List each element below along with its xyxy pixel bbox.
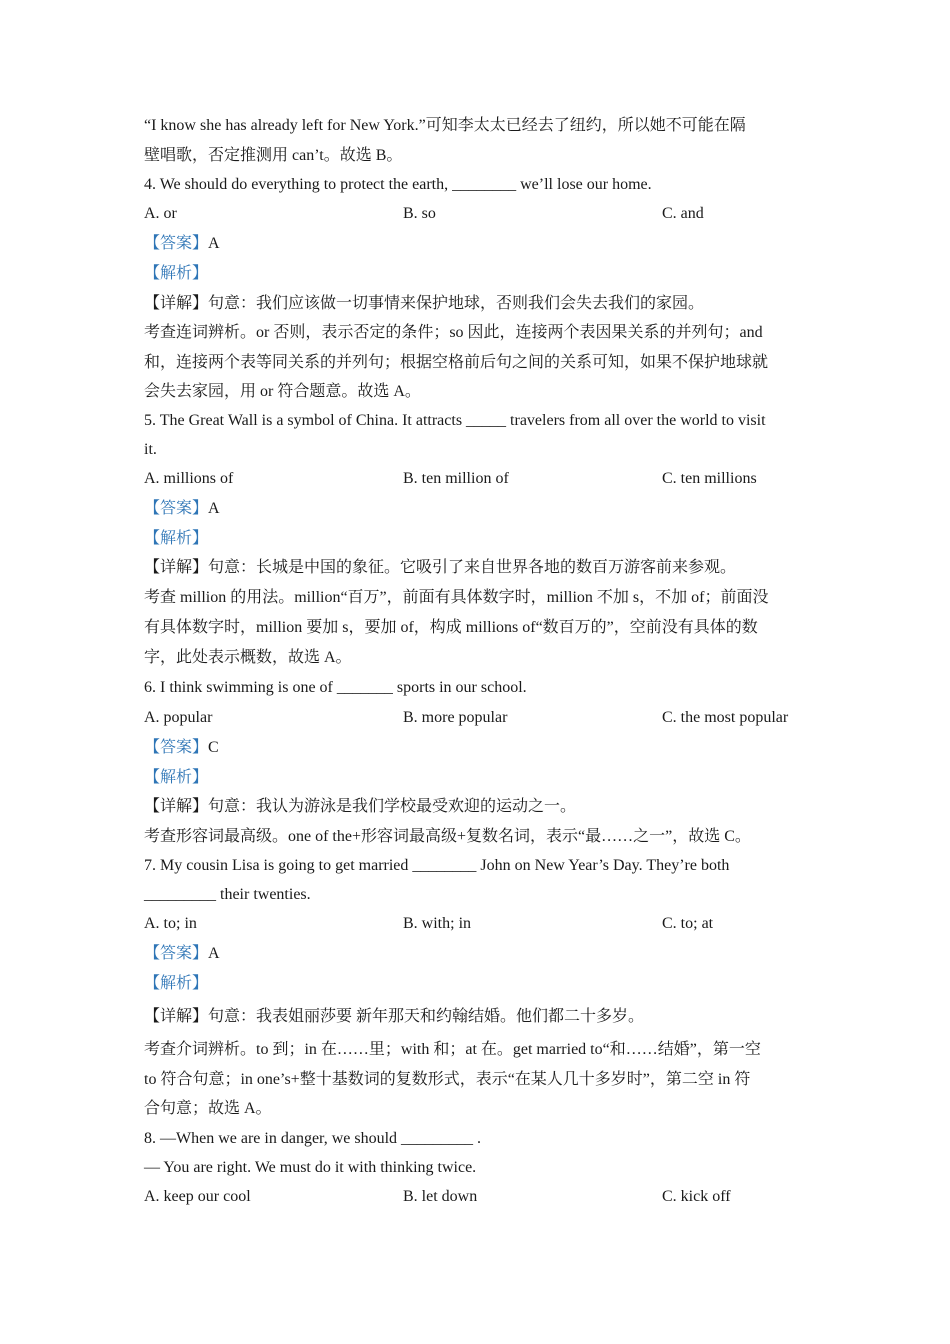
- text-line: 字，此处表示概数，故选 A。: [144, 649, 352, 666]
- q7-answer: [144, 944, 220, 964]
- answer-label: 【答案】: [144, 235, 209, 252]
- q6-answer: [144, 738, 219, 758]
- text-line: 和，连接两个表等同关系的并列句；根据空格前后句之间的关系可知，如果不保护地球就: [144, 354, 769, 371]
- text-line: 会失去家园，用 or 符合题意。故选 A。: [144, 383, 421, 400]
- answer-value: A: [208, 235, 220, 252]
- question-8-cont: — You are right. We must do it with thinking twice.: [144, 1159, 477, 1176]
- analysis-label: 【解析】: [144, 530, 209, 547]
- question-8: 8. —When we are in danger, we should _________ .: [144, 1130, 482, 1147]
- q5-answer: [144, 499, 220, 519]
- text-line: 壁唱歌，否定推测用 can’t。故选 B。: [144, 147, 403, 164]
- text-line: 考查 million 的用法。million“百万”，前面有具体数字时，million 不加 s，不加 of；前面没: [144, 589, 769, 606]
- q7-option-c: C. to; at: [662, 915, 714, 932]
- question-5-cont: it.: [144, 441, 157, 458]
- q8-option-c: C. kick off: [662, 1188, 731, 1205]
- q5-option-a: A. millions of: [144, 470, 234, 487]
- text-line: 考查连词辨析。or 否则，表示否定的条件；so 因此，连接两个表因果关系的并列句；and: [144, 324, 763, 341]
- answer-value: A: [208, 500, 220, 517]
- question-7-cont: _________ their twenties.: [144, 886, 311, 903]
- text-line: 考查介词辨析。to 到；in 在……里；with 和；at 在。get married to“和……结婚”，第一空: [144, 1041, 761, 1058]
- q4-option-b: B. so: [403, 205, 436, 222]
- text-line: 考查形容词最高级。one of the+形容词最高级+复数名词，表示“最……之一”，故选 C。: [144, 828, 751, 845]
- question-7: 7. My cousin Lisa is going to get married ________ John on New Year’s Day. They’re both: [144, 857, 730, 874]
- q8-option-a: A. keep our cool: [144, 1188, 251, 1205]
- text-line: 【详解】句意：我们应该做一切事情来保护地球，否则我们会失去我们的家园。: [144, 295, 705, 312]
- question-5: 5. The Great Wall is a symbol of China. It attracts _____ travelers from all over the world to visit: [144, 412, 766, 429]
- answer-label: 【答案】: [144, 739, 209, 756]
- q6-option-a: A. popular: [144, 709, 213, 726]
- text-line: 【详解】句意：我表姐丽莎要 新年那天和约翰结婚。他们都二十多岁。: [144, 1008, 645, 1025]
- answer-label: 【答案】: [144, 500, 209, 517]
- question-6: 6. I think swimming is one of _______ sports in our school.: [144, 679, 527, 696]
- answer-label: 【答案】: [144, 945, 209, 962]
- answer-value: C: [208, 739, 219, 756]
- q6-option-c: C. the most popular: [662, 709, 789, 726]
- q4-answer: [144, 234, 220, 254]
- text-line: 【详解】句意：长城是中国的象征。它吸引了来自世界各地的数百万游客前来参观。: [144, 559, 737, 576]
- q4-option-a: A. or: [144, 205, 177, 222]
- text-line: to 符合句意；in one’s+整十基数词的复数形式，表示“在某人几十多岁时”，第二空 in 符: [144, 1071, 751, 1088]
- text-line: 合句意；故选 A。: [144, 1100, 272, 1117]
- analysis-label: 【解析】: [144, 265, 209, 282]
- analysis-label: 【解析】: [144, 769, 209, 786]
- q6-option-b: B. more popular: [403, 709, 508, 726]
- q5-option-b: B. ten million of: [403, 470, 509, 487]
- question-4: 4. We should do everything to protect the earth, ________ we’ll lose our home.: [144, 176, 652, 193]
- q5-option-c: C. ten millions: [662, 470, 757, 487]
- text-line: 有具体数字时，million 要加 s，要加 of，构成 millions of“数百万的”，空前没有具体的数: [144, 619, 758, 636]
- q8-option-b: B. let down: [403, 1188, 478, 1205]
- q4-option-c: C. and: [662, 205, 704, 222]
- text-line: “I know she has already left for New York.”可知李太太已经去了纽约，所以她不可能在隔: [144, 117, 746, 134]
- q7-option-a: A. to; in: [144, 915, 197, 932]
- q7-option-b: B. with; in: [403, 915, 472, 932]
- answer-value: A: [208, 945, 220, 962]
- text-line: 【详解】句意：我认为游泳是我们学校最受欢迎的运动之一。: [144, 798, 577, 815]
- analysis-label: 【解析】: [144, 975, 209, 992]
